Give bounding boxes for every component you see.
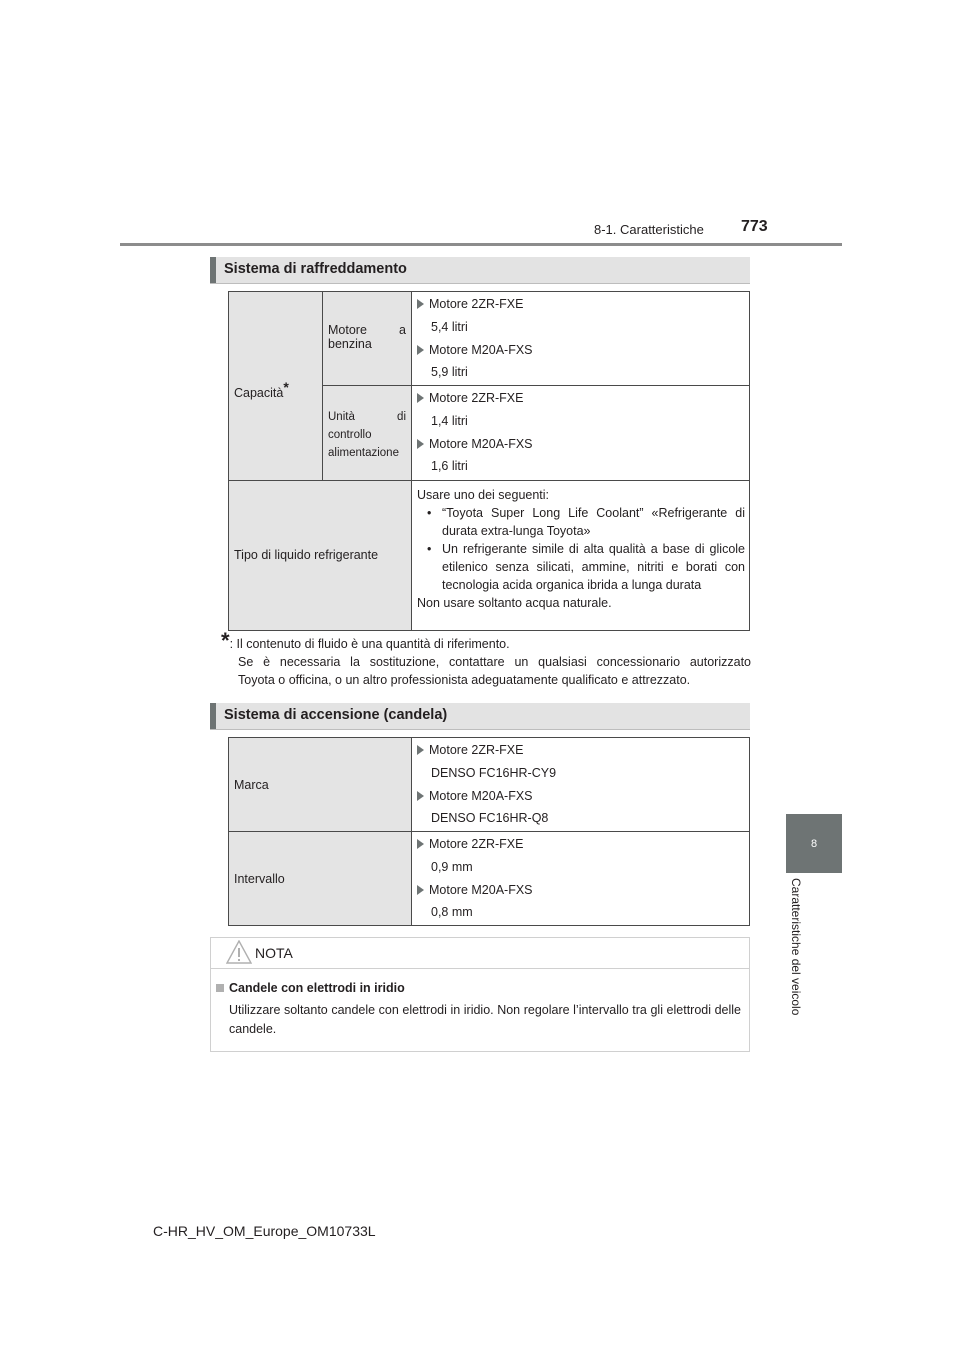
ignition-section-heading xyxy=(210,703,750,730)
spark-plug-model: DENSO FC16HR-Q8 xyxy=(431,811,549,825)
engine-name: Motore M20A-FXS xyxy=(429,343,533,357)
triangle-bullet-icon xyxy=(417,745,424,755)
coolant-option-text: “Toyota Super Long Life Coolant” «Refrigerante di durata extra-lunga Toyota» xyxy=(442,506,745,538)
gap-value-cell xyxy=(411,831,750,926)
gap-label: Intervallo xyxy=(234,872,285,886)
capacity-value: 1,4 litri xyxy=(431,414,468,428)
pcu-label-word-2: di xyxy=(397,411,406,423)
footnote-star: * xyxy=(221,628,230,653)
note-box xyxy=(210,937,750,1052)
pcu-label-cell xyxy=(322,385,412,481)
gap-label-cell xyxy=(228,831,412,926)
footnote-line-2: Se è necessaria la sostituzione, contattare un qualsiasi concessionario autorizzato xyxy=(238,655,751,669)
coolant-type-cell xyxy=(411,480,750,631)
capacity-value: 1,6 litri xyxy=(431,459,468,473)
list-item xyxy=(417,297,523,311)
pcu-label-word-3: controllo xyxy=(328,429,372,441)
petrol-engine-label-cell xyxy=(322,291,412,386)
capacity-label-text: Capacità xyxy=(234,386,284,401)
spark-plug-model: DENSO FC16HR-CY9 xyxy=(431,766,557,780)
capacity-value: 5,9 litri xyxy=(431,365,468,379)
coolant-outro: Non usare soltanto acqua naturale. xyxy=(417,596,612,610)
petrol-capacity-cell xyxy=(411,291,750,386)
pcu-label xyxy=(328,408,406,462)
footnote-line-1: : Il contenuto di fluido è una quantità di riferimento. xyxy=(229,637,510,651)
triangle-bullet-icon xyxy=(417,839,424,849)
list-item xyxy=(417,837,523,851)
list-item xyxy=(417,540,745,594)
bullet-dot-icon: • xyxy=(427,542,432,556)
petrol-label-word-1: Motore xyxy=(328,323,367,337)
petrol-engine-label xyxy=(328,323,406,351)
brand-value-cell xyxy=(411,737,750,832)
capacity-label xyxy=(234,379,289,400)
ignition-section-title: Sistema di accensione (candela) xyxy=(224,707,448,723)
coolant-option-text: Un refrigerante simile di alta qualità a base di glicole etilenico senza silicati, ammine, nitriti e borati con tecnologia acida organica ibrida a lunga durata xyxy=(442,542,745,592)
list-item xyxy=(417,391,523,405)
coolant-type-label: Tipo di liquido refrigerante xyxy=(234,548,379,562)
triangle-bullet-icon xyxy=(417,885,424,895)
pcu-capacity-cell xyxy=(411,385,750,481)
gap-value: 0,8 mm xyxy=(431,905,473,919)
capacity-footnote-star: * xyxy=(283,379,289,395)
note-header xyxy=(211,938,749,969)
chapter-tab xyxy=(786,814,842,873)
page-number: 773 xyxy=(741,218,768,235)
note-subtitle-row xyxy=(216,981,405,995)
document-code: C-HR_HV_OM_Europe_OM10733L xyxy=(153,1223,376,1239)
list-item xyxy=(417,343,533,357)
note-body: Utilizzare soltanto candele con elettrodi in iridio. Non regolare l’intervallo tra gli elettrodi delle candele. xyxy=(229,1003,741,1036)
note-subtitle: Candele con elettrodi in iridio xyxy=(229,981,405,995)
heading-accent-bar xyxy=(210,703,216,729)
footnote-line-3: Toyota o officina, o un altro professionista adeguatamente qualificato e attrezzato. xyxy=(238,673,691,687)
cooling-section-title: Sistema di raffreddamento xyxy=(224,261,407,277)
triangle-bullet-icon xyxy=(417,791,424,801)
note-title: NOTA xyxy=(255,945,293,961)
coolant-intro: Usare uno dei seguenti: xyxy=(417,488,550,502)
engine-name: Motore 2ZR-FXE xyxy=(429,743,524,757)
heading-accent-bar xyxy=(210,257,216,283)
engine-name: Motore 2ZR-FXE xyxy=(429,391,524,405)
petrol-label-word-3: benzina xyxy=(328,337,372,351)
triangle-bullet-icon xyxy=(417,345,424,355)
header-divider xyxy=(120,243,842,246)
engine-name: Motore M20A-FXS xyxy=(429,789,533,803)
engine-name: Motore M20A-FXS xyxy=(429,883,533,897)
list-item xyxy=(417,504,745,540)
section-label: 8-1. Caratteristiche xyxy=(594,222,704,237)
cooling-section-heading xyxy=(210,257,750,284)
list-item xyxy=(417,883,533,897)
list-item xyxy=(417,437,533,451)
bullet-dot-icon: • xyxy=(427,506,432,520)
capacity-value: 5,4 litri xyxy=(431,320,468,334)
brand-label: Marca xyxy=(234,778,269,792)
chapter-number: 8 xyxy=(810,837,818,850)
triangle-bullet-icon xyxy=(417,393,424,403)
chapter-title: Caratteristiche del veicolo xyxy=(789,878,803,1016)
chapter-title-vertical xyxy=(786,878,806,1038)
engine-name: Motore 2ZR-FXE xyxy=(429,297,524,311)
capacity-label-cell xyxy=(228,291,323,481)
coolant-type-text xyxy=(417,486,745,612)
triangle-bullet-icon xyxy=(417,299,424,309)
pcu-label-word-1: Unità xyxy=(328,411,355,423)
triangle-bullet-icon xyxy=(417,439,424,449)
list-item xyxy=(417,789,533,803)
gap-value: 0,9 mm xyxy=(431,860,473,874)
engine-name: Motore M20A-FXS xyxy=(429,437,533,451)
engine-name: Motore 2ZR-FXE xyxy=(429,837,524,851)
capacity-footnote xyxy=(221,628,751,689)
brand-label-cell xyxy=(228,737,412,832)
square-bullet-icon xyxy=(216,984,224,992)
pcu-label-word-4: alimentazione xyxy=(328,447,399,459)
list-item xyxy=(417,743,523,757)
petrol-label-word-2: a xyxy=(399,323,406,337)
warning-triangle-icon xyxy=(226,940,252,964)
coolant-type-label-cell xyxy=(228,480,412,631)
